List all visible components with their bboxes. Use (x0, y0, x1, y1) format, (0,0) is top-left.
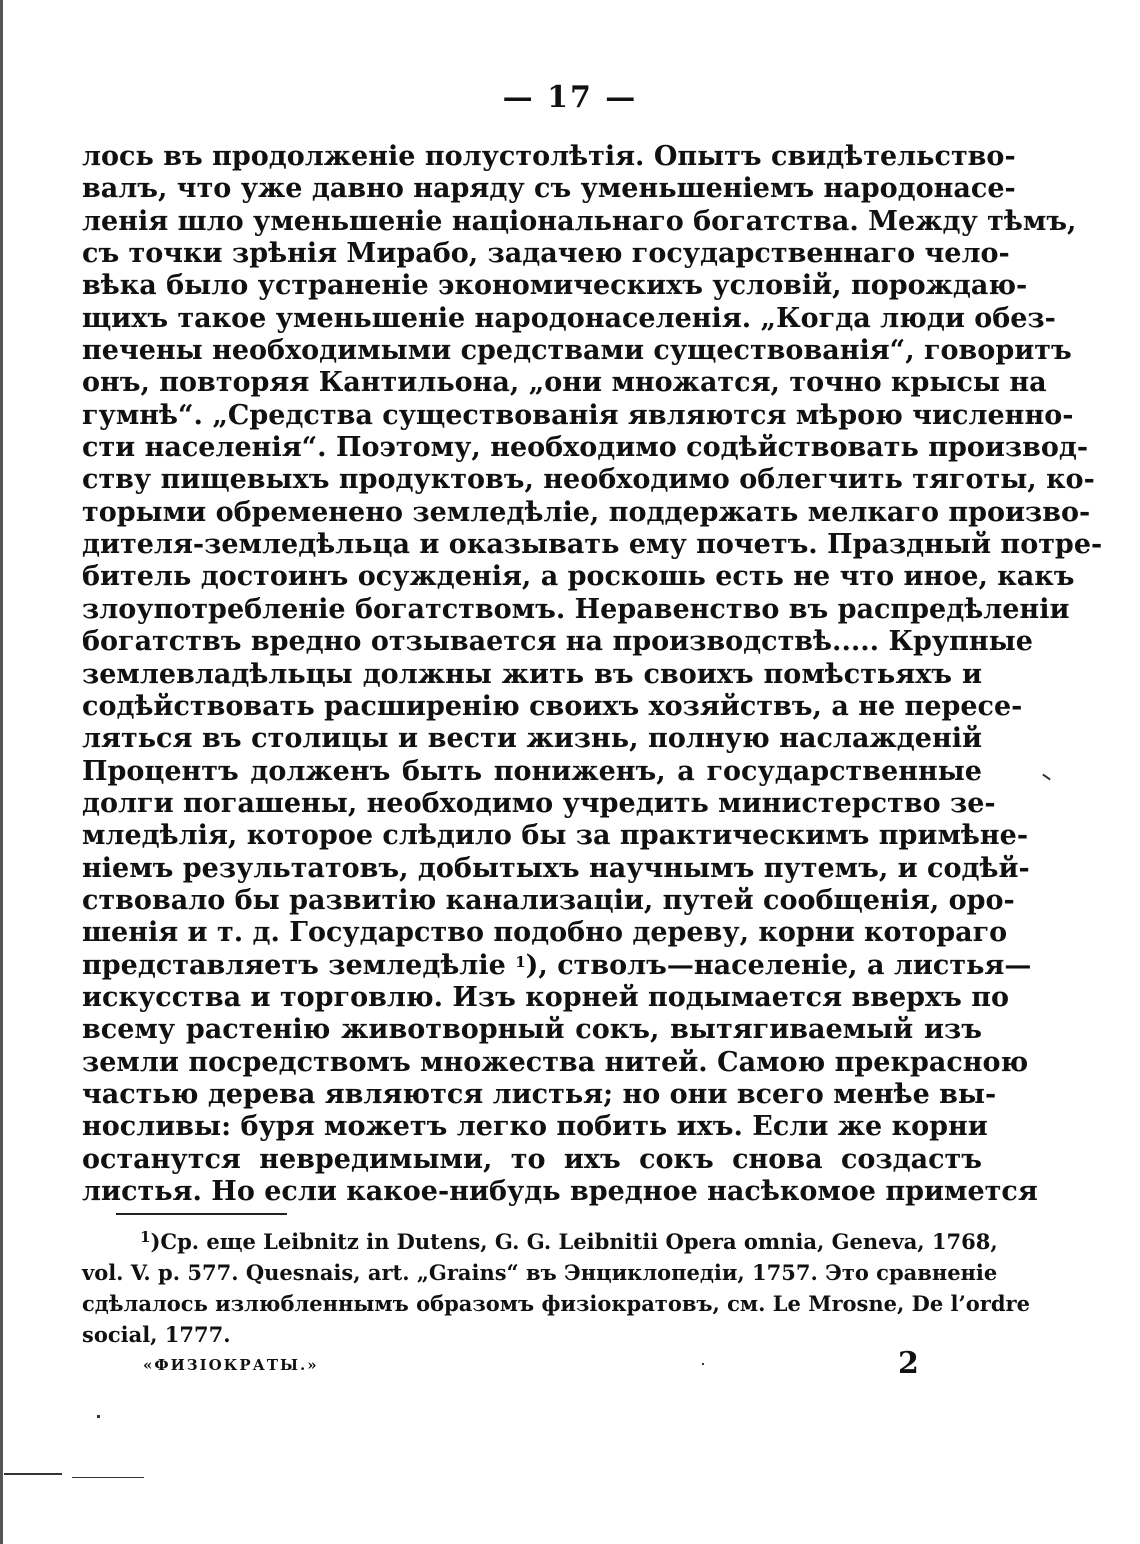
text-line: всему растенію животворный сокъ, вытягиваемый изъ (82, 1014, 982, 1046)
footnote-line (82, 1226, 998, 1257)
text-line: валъ, что уже давно наряду съ уменьшеніемъ народонасе- (82, 173, 1016, 205)
text-line: съ точки зрѣнія Мирабо, задачею государственнаго чело- (82, 238, 1010, 270)
text-line: мледѣлія, которое слѣдило бы за практическимъ примѣне- (82, 820, 1029, 852)
page-number: — 17 — (502, 80, 638, 115)
footnote-line: social, 1777. (82, 1322, 231, 1347)
sheet-number: 2 (898, 1346, 919, 1381)
text-line: вѣка было устраненіе экономическихъ условій, порождаю- (82, 270, 1028, 302)
text-line: землевладѣльцы должны жить въ своихъ помѣстьяхъ и (82, 658, 982, 690)
text-line: битель достоинъ осужденія, а роскошь есть не что иное, какъ (82, 561, 1075, 593)
text-line: ленія шло уменьшеніе національнаго богатства. Между тѣмъ, (82, 205, 1077, 237)
scan-edge (0, 0, 3, 1544)
text-line: гумнѣ“. „Средства существованія являются мѣрою численно- (82, 399, 1074, 431)
printer-signature: «ФИЗІОКРАТЫ.» (143, 1356, 319, 1374)
footnote-text: )Ср. еще Leibnitz in Dutens, G. G. Leibnitii Opera omnia, Geneva, 1768, (150, 1229, 998, 1254)
text-line: искусства и торговлю. Изъ корней подымается вверхъ по (82, 981, 1010, 1013)
text-line: ству пищевыхъ продуктовъ, необходимо облегчить тяготы, ко- (82, 464, 1095, 496)
text-line: дителя-земледѣльца и оказывать ему почетъ. Праздный потре- (82, 529, 1103, 561)
text-line: носливы: буря можетъ легко побить ихъ. Если же корни (82, 1111, 988, 1143)
footnote-marker: 1 (140, 1228, 151, 1246)
footnote-reference: 1 (515, 952, 526, 971)
text-line: Процентъ долженъ быть пониженъ, а государственные (82, 755, 982, 787)
text-line: онъ, повторяя Кантильона, „они множатся, точно крысы на (82, 367, 1047, 399)
text-line: ніемъ результатовъ, добытыхъ научнымъ путемъ, и содѣй- (82, 852, 1030, 884)
text-line: земли посредствомъ множества нитей. Самою прекрасною (82, 1046, 1029, 1078)
text-line-head: представляетъ земледѣліе (82, 949, 506, 981)
scan-speck (4, 1473, 62, 1475)
scan-speck (72, 1477, 144, 1478)
text-line: шенія и т. д. Государство подобно дереву, корни котораго (82, 917, 1008, 949)
text-line: содѣйствовать расширенію своихъ хозяйствъ, а не пересе- (82, 690, 1023, 722)
text-line: ствовало бы развитію канализаціи, путей сообщенія, оро- (82, 884, 1015, 916)
text-line: долги погашены, необходимо учредить министерство зе- (82, 787, 996, 819)
footnote-line: vol. V. p. 577. Quesnais, art. „Grains“ въ Энциклопедіи, 1757. Это сравненіе (82, 1260, 998, 1285)
scan-speck (97, 1415, 100, 1418)
footnote-line: сдѣлалось излюбленнымъ образомъ физіократовъ, см. Le Mrosne, De l’ordre (82, 1291, 1030, 1316)
text-line-with-footnote-ref (82, 949, 1032, 982)
text-line: печены необходимыми средствами существованія“, говоритъ (82, 335, 1072, 367)
text-line: торыми обременено земледѣліе, поддержать мелкаго произво- (82, 496, 1091, 528)
text-line: богатствъ вредно отзывается на производствѣ..... Крупные (82, 626, 1033, 658)
text-line: лось въ продолженіе полустолѣтія. Опытъ свидѣтельство- (82, 141, 1016, 172)
text-line: частью дерева являются листья; но они всего менѣе вы- (82, 1078, 997, 1110)
text-line: сти населенія“. Поэтому, необходимо содѣйствовать производ- (82, 432, 1089, 464)
body-text (82, 141, 1103, 1208)
text-line: ляться въ столицы и вести жизнь, полную наслажденій (82, 723, 982, 755)
text-line: щихъ такое уменьшеніе народонаселенія. „Когда люди обез- (82, 302, 1056, 334)
text-line: злоупотребленіе богатствомъ. Неравенство въ распредѣленіи (82, 593, 1070, 625)
footnote-divider (116, 1213, 287, 1215)
text-line: листья. Но если какое-нибудь вредное насѣкомое примется (82, 1176, 1038, 1207)
scan-speck (1042, 774, 1051, 781)
text-line-tail: ), стволъ—населеніе, а листья— (525, 949, 1032, 981)
scan-speck (702, 1363, 704, 1365)
footnotes (82, 1226, 1030, 1350)
text-line: останутся невредимыми, то ихъ сокъ снова создастъ (82, 1143, 982, 1175)
